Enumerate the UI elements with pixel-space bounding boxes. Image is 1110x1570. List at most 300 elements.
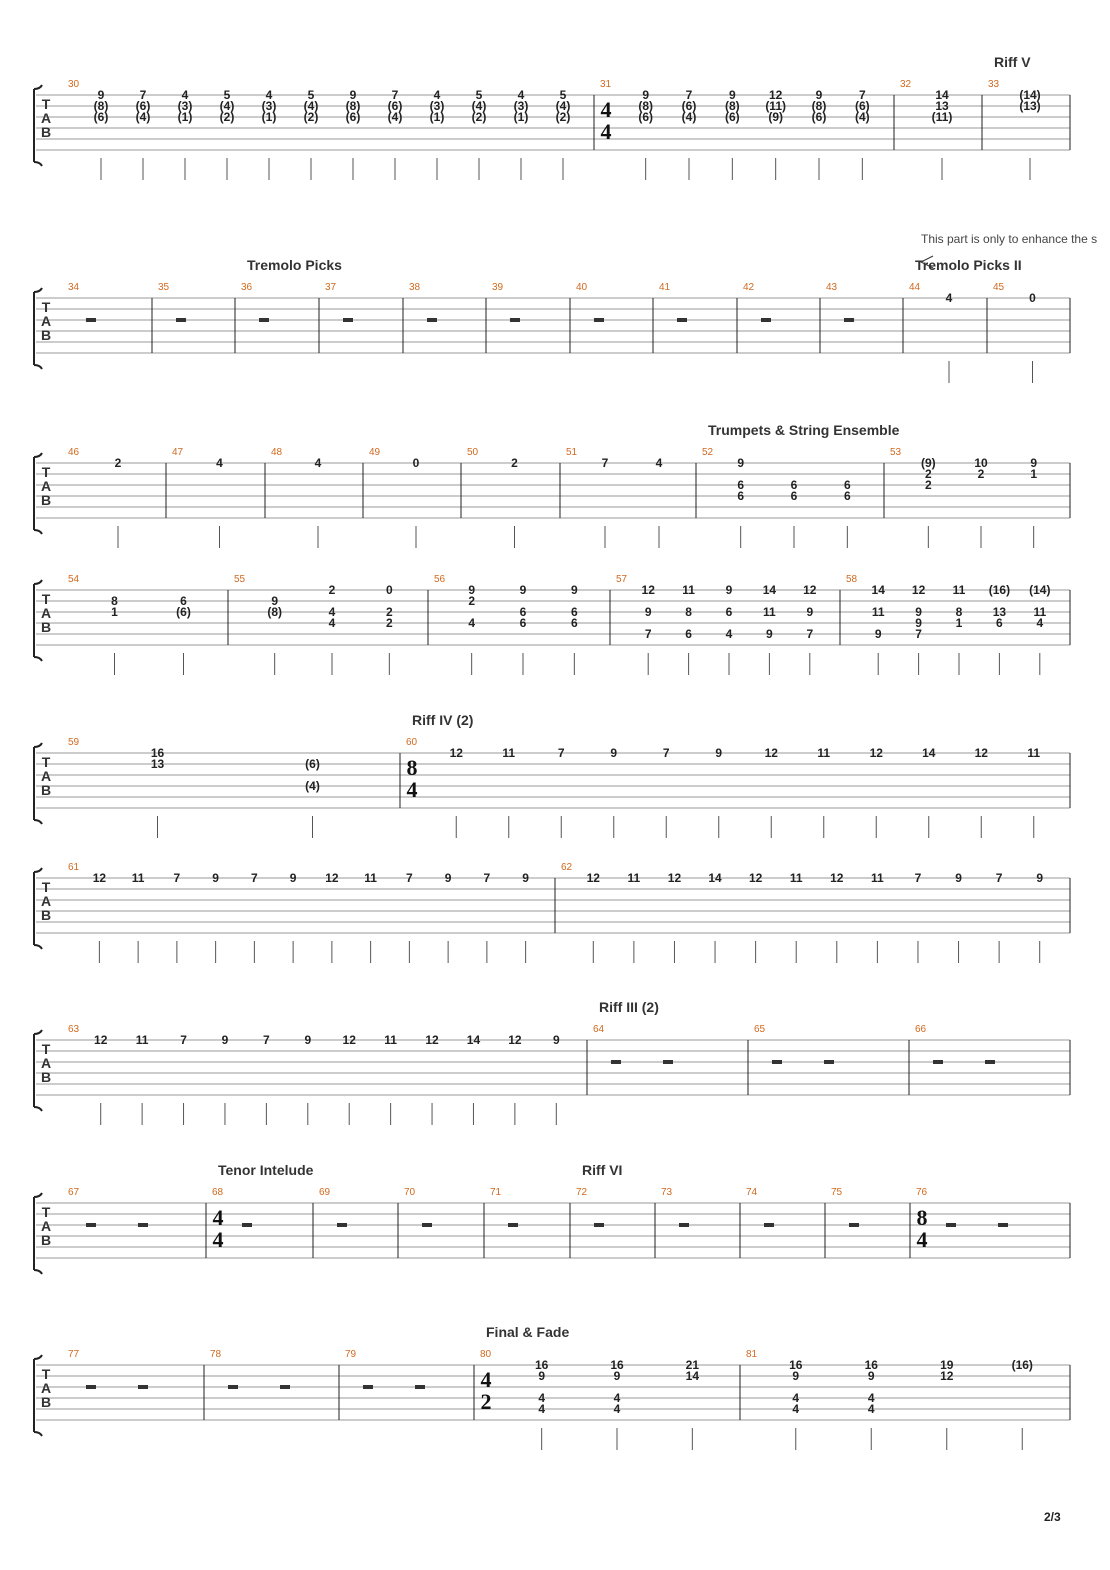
time-signature-bottom: 4: [600, 119, 612, 144]
fret-number: 13: [992, 605, 1007, 619]
measure-number: 72: [576, 1187, 588, 1198]
measure-number: 55: [234, 574, 246, 585]
fret-number: (16): [988, 583, 1011, 597]
fret-number: 9: [552, 1033, 560, 1047]
fret-number: 4: [328, 605, 336, 619]
fret-number: 5: [475, 88, 483, 102]
fret-number: 0: [1029, 291, 1036, 305]
tab-clef-letter: T: [41, 879, 51, 895]
fret-number: 7: [406, 871, 413, 885]
measure-number: 51: [566, 447, 578, 458]
fret-number: (6): [854, 99, 870, 113]
fret-number: 8: [685, 605, 692, 619]
fret-number: 12: [764, 746, 778, 760]
fret-number: 11: [1033, 605, 1047, 619]
tab-clef-letter: B: [40, 907, 52, 923]
fret-number: 11: [871, 605, 885, 619]
measure-number: 59: [68, 737, 80, 748]
tab-clef-letter: T: [41, 591, 51, 607]
fret-number: 9: [570, 583, 578, 597]
fret-number: 14: [762, 583, 777, 597]
tab-clef-letter: T: [41, 1366, 51, 1382]
fret-number: 9: [519, 583, 527, 597]
fret-number: 4: [613, 1402, 621, 1416]
whole-rest: [228, 1385, 238, 1389]
measure-number: 33: [988, 79, 1000, 90]
measure-number: 76: [916, 1187, 928, 1198]
fret-number: (11): [931, 110, 953, 124]
fret-number: (3): [261, 99, 277, 113]
fret-number: 12: [940, 1369, 954, 1383]
fret-number: 4: [867, 1391, 875, 1405]
fret-number: 4: [538, 1391, 546, 1405]
fret-number: 4: [181, 88, 189, 102]
fret-number: 10: [974, 456, 988, 470]
fret-number: 9: [97, 88, 105, 102]
measure-number: 47: [172, 447, 184, 458]
whole-rest: [679, 1223, 689, 1227]
fret-number: 1: [955, 616, 963, 630]
whole-rest: [594, 1223, 604, 1227]
whole-rest: [343, 318, 353, 322]
fret-number: (8): [93, 99, 109, 113]
fret-number: 4: [792, 1391, 800, 1405]
tab-clef-letter: B: [40, 619, 52, 635]
fret-number: 9: [955, 871, 962, 885]
fret-number: 4: [314, 456, 322, 470]
measure-number: 52: [702, 447, 714, 458]
tab-clef-letter: B: [40, 1232, 52, 1248]
fret-number: 8: [111, 594, 118, 608]
fret-number: (1): [261, 110, 277, 124]
fret-number: 11: [502, 746, 516, 760]
fret-number: (2): [303, 110, 319, 124]
fret-number: 9: [642, 88, 650, 102]
whole-rest: [138, 1223, 148, 1227]
fret-number: 2: [385, 616, 393, 630]
tab-clef-letter: T: [41, 754, 51, 770]
measure-number: 70: [404, 1187, 416, 1198]
fret-number: 11: [682, 583, 695, 597]
fret-number: 7: [483, 871, 491, 885]
tab-clef-letter: T: [41, 96, 51, 112]
measure-number: 42: [743, 282, 755, 293]
fret-number: 9: [915, 616, 922, 630]
fret-number: (1): [177, 110, 193, 124]
tab-clef-letter: T: [41, 1204, 51, 1220]
fret-number: 19: [940, 1358, 954, 1372]
annotation-note: This part is only to enhance the s: [921, 232, 1098, 246]
fret-number: 9: [766, 627, 773, 641]
fret-number: 6: [685, 627, 692, 641]
fret-number: 9: [915, 605, 922, 619]
fret-number: 7: [139, 88, 147, 102]
section-label: Riff IV (2): [412, 712, 474, 728]
fret-number: 16: [610, 1358, 624, 1372]
fret-number: (4): [387, 110, 403, 124]
time-signature-top: 4: [212, 1205, 224, 1230]
fret-number: 9: [304, 1033, 312, 1047]
measure-number: 73: [661, 1187, 673, 1198]
fret-number: 7: [180, 1033, 187, 1047]
whole-rest: [761, 318, 771, 322]
fret-number: 11: [789, 871, 803, 885]
measure-number: 68: [212, 1187, 224, 1198]
section-label: Riff V: [994, 54, 1031, 70]
fret-number: 6: [843, 478, 851, 492]
measure-number: 69: [319, 1187, 331, 1198]
measure-number: 50: [467, 447, 479, 458]
fret-number: 12: [748, 871, 763, 885]
fret-number: 7: [601, 456, 609, 470]
fret-number: 11: [384, 1033, 397, 1047]
fret-number: (13): [1019, 99, 1041, 113]
fret-number: 11: [817, 746, 831, 760]
fret-number: 14: [685, 1369, 700, 1383]
fret-number: 9: [874, 627, 882, 641]
measure-number: 75: [831, 1187, 843, 1198]
fret-number: 2: [977, 467, 985, 481]
tab-clef-letter: A: [40, 1055, 52, 1071]
tab-clef-letter: B: [40, 1069, 52, 1085]
fret-number: (6): [135, 99, 151, 113]
fret-number: 4: [945, 291, 953, 305]
measure-number: 30: [68, 79, 80, 90]
measure-number: 46: [68, 447, 80, 458]
fret-number: 6: [737, 478, 745, 492]
fret-number: 9: [792, 1369, 800, 1383]
section-label: Tenor Intelude: [218, 1162, 314, 1178]
fret-number: 4: [792, 1402, 800, 1416]
fret-number: 7: [914, 871, 922, 885]
measure-number: 32: [900, 79, 912, 90]
measure-number: 79: [345, 1349, 357, 1360]
fret-number: 7: [644, 627, 652, 641]
tab-clef-letter: A: [40, 1218, 52, 1234]
fret-number: 11: [627, 871, 641, 885]
fret-number: 12: [92, 871, 107, 885]
fret-number: 11: [952, 583, 966, 597]
fret-number: 12: [425, 1033, 439, 1047]
fret-number: 5: [307, 88, 315, 102]
fret-number: 9: [221, 1033, 229, 1047]
section-label: Tremolo Picks: [247, 257, 342, 273]
fret-number: (4): [681, 110, 697, 124]
fret-number: (9): [920, 456, 936, 470]
fret-number: 4: [265, 88, 273, 102]
fret-number: (2): [219, 110, 235, 124]
fret-number: (8): [811, 99, 827, 113]
fret-number: (6): [724, 110, 740, 124]
fret-number: 12: [768, 88, 783, 102]
fret-number: 16: [789, 1358, 803, 1372]
fret-number: 5: [559, 88, 567, 102]
fret-number: (6): [345, 110, 361, 124]
fret-number: 9: [271, 594, 279, 608]
measure-number: 78: [210, 1349, 222, 1360]
measure-number: 56: [434, 574, 446, 585]
measure-number: 63: [68, 1024, 80, 1035]
fret-number: 13: [150, 757, 165, 771]
fret-number: 9: [725, 583, 733, 597]
fret-number: 12: [974, 746, 988, 760]
fret-number: 4: [655, 456, 663, 470]
fret-number: 1: [111, 605, 118, 619]
fret-number: 7: [391, 88, 399, 102]
fret-number: 6: [519, 605, 527, 619]
fret-number: 7: [263, 1033, 270, 1047]
whole-rest: [946, 1223, 956, 1227]
fret-number: 4: [613, 1391, 621, 1405]
fret-number: (6): [638, 110, 654, 124]
fret-number: 14: [466, 1033, 481, 1047]
whole-rest: [933, 1060, 943, 1064]
fret-number: (4): [854, 110, 870, 124]
measure-number: 39: [492, 282, 504, 293]
fret-number: (3): [513, 99, 529, 113]
whole-rest: [176, 318, 186, 322]
time-signature-top: 4: [600, 97, 612, 122]
fret-number: 7: [685, 88, 693, 102]
fret-number: 16: [864, 1358, 878, 1372]
measure-number: 66: [915, 1024, 927, 1035]
measure-number: 60: [406, 737, 418, 748]
fret-number: (1): [513, 110, 529, 124]
page-number: 2/3: [1044, 1510, 1061, 1524]
tab-clef-letter: T: [41, 464, 51, 480]
time-signature-top: 8: [916, 1205, 928, 1230]
fret-number: 9: [728, 88, 736, 102]
measure-number: 61: [68, 862, 80, 873]
fret-number: 6: [725, 605, 733, 619]
fret-number: (8): [267, 605, 283, 619]
fret-number: 6: [737, 489, 745, 503]
fret-number: 11: [135, 1033, 149, 1047]
fret-number: 2: [385, 605, 393, 619]
fret-number: 7: [557, 746, 565, 760]
fret-number: 2: [328, 583, 336, 597]
fret-number: (6): [811, 110, 827, 124]
fret-number: 4: [328, 616, 336, 630]
fret-number: 7: [806, 627, 814, 641]
fret-number: 12: [869, 746, 883, 760]
time-signature-top: 4: [480, 1367, 492, 1392]
fret-number: 9: [538, 1369, 546, 1383]
whole-rest: [663, 1060, 673, 1064]
fret-number: 12: [803, 583, 817, 597]
fret-number: (4): [219, 99, 235, 113]
fret-number: (3): [177, 99, 193, 113]
tab-clef-letter: A: [40, 1380, 52, 1396]
fret-number: 2: [468, 594, 476, 608]
fret-number: 11: [763, 605, 776, 619]
time-signature-top: 8: [406, 755, 418, 780]
measure-number: 53: [890, 447, 902, 458]
fret-number: 12: [325, 871, 339, 885]
fret-number: (4): [555, 99, 571, 113]
fret-number: 2: [511, 456, 518, 470]
fret-number: (6): [93, 110, 109, 124]
whole-rest: [844, 318, 854, 322]
section-label: Final & Fade: [486, 1324, 570, 1340]
measure-number: 64: [593, 1024, 605, 1035]
fret-number: 12: [342, 1033, 356, 1047]
whole-rest: [985, 1060, 995, 1064]
measure-number: 41: [659, 282, 671, 293]
fret-number: 7: [173, 871, 181, 885]
fret-number: 6: [790, 489, 798, 503]
fret-number: 7: [662, 746, 670, 760]
fret-number: 0: [385, 583, 393, 597]
fret-number: 2: [924, 467, 932, 481]
fret-number: (3): [429, 99, 445, 113]
fret-number: 14: [708, 871, 722, 885]
time-signature-bottom: 4: [212, 1227, 224, 1252]
tab-clef-letter: B: [40, 492, 52, 508]
measure-number: 80: [480, 1349, 492, 1360]
fret-number: (4): [135, 110, 151, 124]
fret-number: (6): [387, 99, 403, 113]
fret-number: 9: [289, 871, 297, 885]
whole-rest: [764, 1223, 774, 1227]
fret-number: 14: [871, 583, 885, 597]
fret-number: 11: [1027, 746, 1041, 760]
fret-number: (8): [345, 99, 361, 113]
tab-clef-letter: B: [40, 782, 52, 798]
fret-number: 4: [216, 456, 223, 470]
fret-number: 9: [522, 871, 529, 885]
measure-number: 36: [241, 282, 253, 293]
fret-number: 2: [114, 456, 122, 470]
tab-clef-letter: A: [40, 478, 52, 494]
time-signature-bottom: 4: [916, 1227, 928, 1252]
tab-clef-letter: A: [40, 768, 52, 784]
measure-number: 67: [68, 1187, 80, 1198]
measure-number: 71: [490, 1187, 502, 1198]
fret-number: (4): [471, 99, 487, 113]
fret-number: 6: [570, 616, 578, 630]
fret-number: 14: [922, 746, 936, 760]
whole-rest: [677, 318, 687, 322]
fret-number: 9: [468, 583, 476, 597]
fret-number: 6: [843, 489, 851, 503]
measure-number: 77: [68, 1349, 80, 1360]
fret-number: 14: [935, 88, 949, 102]
fret-number: 4: [468, 616, 476, 630]
fret-number: 4: [867, 1402, 875, 1416]
fret-number: (1): [429, 110, 445, 124]
fret-number: (4): [305, 779, 320, 793]
measure-number: 37: [325, 282, 337, 293]
fret-number: 21: [685, 1358, 700, 1372]
section-label: Riff III (2): [599, 999, 659, 1015]
tab-clef-letter: A: [40, 605, 52, 621]
fret-number: 1: [1030, 467, 1038, 481]
fret-number: 4: [517, 88, 525, 102]
fret-number: (4): [303, 99, 319, 113]
section-label: Trumpets & String Ensemble: [708, 422, 900, 438]
fret-number: 9: [1030, 456, 1038, 470]
fret-number: 9: [613, 1369, 621, 1383]
fret-number: (6): [681, 99, 697, 113]
fret-number: 7: [251, 871, 258, 885]
fret-number: 16: [534, 1358, 549, 1372]
fret-number: 12: [641, 583, 655, 597]
fret-number: 4: [725, 627, 733, 641]
whole-rest: [86, 318, 96, 322]
measure-number: 34: [68, 282, 80, 293]
fret-number: 7: [995, 871, 1003, 885]
fret-number: 9: [815, 88, 823, 102]
measure-number: 49: [369, 447, 381, 458]
fret-number: 2: [924, 478, 932, 492]
whole-rest: [363, 1385, 373, 1389]
fret-number: (6): [305, 757, 320, 771]
fret-number: 6: [790, 478, 798, 492]
fret-number: 9: [737, 456, 745, 470]
measure-number: 43: [826, 282, 838, 293]
measure-number: 38: [409, 282, 421, 293]
fret-number: (2): [471, 110, 487, 124]
fret-number: 12: [586, 871, 600, 885]
fret-number: 12: [94, 1033, 108, 1047]
measure-number: 74: [746, 1187, 758, 1198]
fret-number: 11: [131, 871, 145, 885]
whole-rest: [998, 1223, 1008, 1227]
whole-rest: [337, 1223, 347, 1227]
fret-number: 9: [806, 605, 814, 619]
whole-rest: [772, 1060, 782, 1064]
time-signature-bottom: 4: [406, 777, 418, 802]
measure-number: 62: [561, 862, 573, 873]
whole-rest: [138, 1385, 148, 1389]
fret-number: 4: [538, 1402, 546, 1416]
fret-number: 11: [364, 871, 377, 885]
measure-number: 48: [271, 447, 283, 458]
fret-number: 7: [915, 627, 922, 641]
fret-number: (9): [768, 110, 784, 124]
measure-number: 44: [909, 282, 921, 293]
whole-rest: [422, 1223, 432, 1227]
whole-rest: [594, 318, 604, 322]
section-label: Tremolo Picks II: [915, 257, 1022, 273]
fret-number: 9: [610, 746, 618, 760]
measure-number: 35: [158, 282, 170, 293]
fret-number: 12: [508, 1033, 522, 1047]
whole-rest: [427, 318, 437, 322]
fret-number: 13: [935, 99, 949, 113]
fret-number: 12: [911, 583, 926, 597]
measure-number: 40: [576, 282, 588, 293]
fret-number: 7: [858, 88, 866, 102]
measure-number: 57: [616, 574, 628, 585]
measure-number: 58: [846, 574, 858, 585]
fret-number: (14): [1019, 88, 1041, 102]
tab-clef-letter: A: [40, 893, 52, 909]
fret-number: 12: [667, 871, 682, 885]
whole-rest: [611, 1060, 621, 1064]
tab-clef-letter: B: [40, 327, 52, 343]
tab-clef-letter: B: [40, 124, 52, 140]
fret-number: 11: [871, 871, 884, 885]
whole-rest: [415, 1385, 425, 1389]
fret-number: (8): [724, 99, 740, 113]
whole-rest: [86, 1223, 96, 1227]
fret-number: (14): [1029, 583, 1051, 597]
measure-number: 31: [600, 79, 612, 90]
fret-number: (8): [638, 99, 654, 113]
fret-number: 6: [570, 605, 578, 619]
